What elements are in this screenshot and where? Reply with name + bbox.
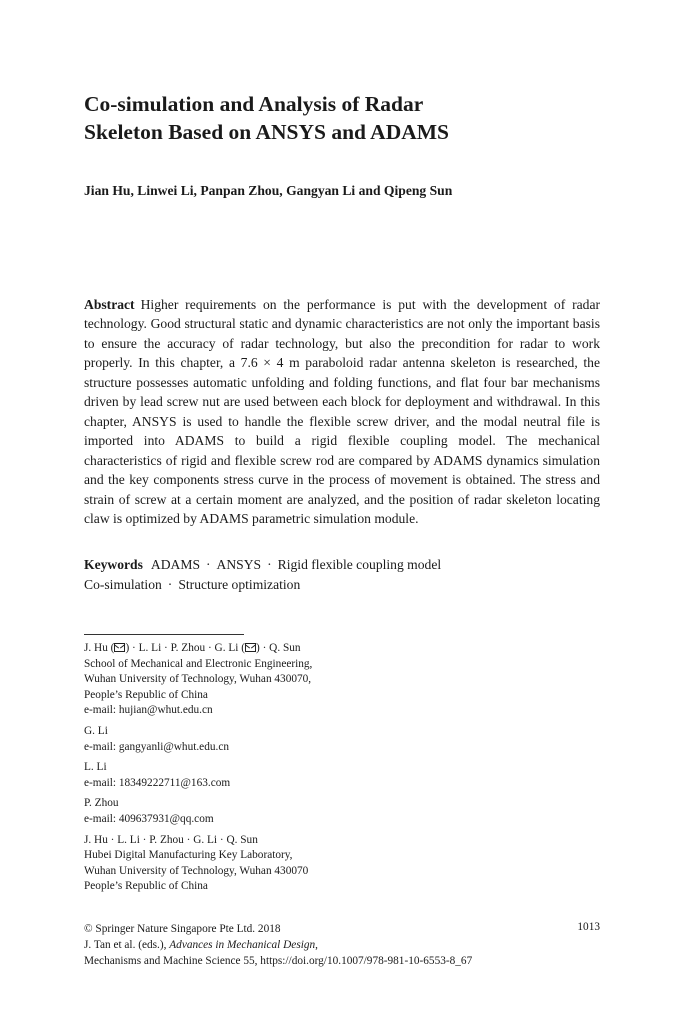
affiliation-block-gli xyxy=(84,724,484,755)
affiliations xyxy=(84,641,484,900)
lab-university: Wuhan University of Technology, Wuhan 430070 xyxy=(84,864,309,877)
affiliation-authors: J. Hu ( ) · L. Li · P. Zhou · G. Li ( ) · Q. Sun xyxy=(84,642,301,654)
lab-name: Hubei Digital Manufacturing Key Laboratory, xyxy=(84,849,293,862)
affiliation-university: Wuhan University of Technology, Wuhan 430070, xyxy=(84,673,312,686)
citation-editors: J. Tan et al. (eds.), Advances in Mechanical Design, xyxy=(84,939,318,951)
title-line-1: Co-simulation and Analysis of Radar xyxy=(84,92,424,116)
keyword: Rigid flexible coupling model xyxy=(277,557,442,572)
keyword-separator: · xyxy=(267,557,272,572)
envelope-icon xyxy=(114,643,125,652)
keywords xyxy=(84,555,600,594)
keywords-label: Keywords xyxy=(84,557,143,572)
email-pzhou: e-mail: 409637931@qq.com xyxy=(84,812,214,825)
lab-authors: J. Hu · L. Li · P. Zhou · G. Li · Q. Sun xyxy=(84,833,258,846)
book-title: Advances in Mechanical Design xyxy=(169,939,316,951)
keyword: ADAMS xyxy=(150,557,201,572)
keyword: Co-simulation xyxy=(84,576,162,592)
email-lli: e-mail: 18349222711@163.com xyxy=(84,776,231,789)
affiliation-block-lli xyxy=(84,760,484,791)
affiliation-block-pzhou xyxy=(84,796,484,827)
author-name: P. Zhou xyxy=(84,797,119,810)
keywords-line-1 xyxy=(84,555,600,575)
title-line-2: Skeleton Based on ANSYS and ADAMS xyxy=(84,120,449,144)
footnote-rule xyxy=(84,634,244,635)
abstract-label: Abstract xyxy=(84,297,135,312)
copyright: © Springer Nature Singapore Pte Ltd. 2018 xyxy=(84,923,281,935)
lab-country: People’s Republic of China xyxy=(84,880,208,893)
envelope-icon xyxy=(245,643,256,652)
keyword-separator: · xyxy=(167,576,173,592)
author-name: L. Li xyxy=(84,761,107,774)
page-number: 1013 xyxy=(577,921,600,933)
email-hu: e-mail: hujian@whut.edu.cn xyxy=(84,704,213,717)
author-list: Jian Hu, Linwei Li, Panpan Zhou, Gangyan Li and Qipeng Sun xyxy=(84,183,453,198)
paper-title xyxy=(84,90,604,146)
citation-series: Mechanisms and Machine Science 55, https://doi.org/10.1007/978-981-10-6553-8_67 xyxy=(84,955,473,967)
affiliation-country: People’s Republic of China xyxy=(84,688,208,701)
keyword: Structure optimization xyxy=(178,576,301,592)
author-name: G. Li xyxy=(84,724,108,737)
abstract xyxy=(84,295,600,528)
affiliation-block-lab xyxy=(84,833,484,895)
keywords-line-2 xyxy=(84,575,600,595)
abstract-text: Higher requirements on the performance is put with the development of radar technology. Good structural static and dynamic characteristics are not only the important basis to ensure the accuracy of radar technology, but also the precondition for radar to work properly. In this chapter, a 7.6 × 4 m paraboloid radar antenna skeleton is researched, the structure possesses automatic unfolding and folding functions, and flat four bar mechanisms driven by lead screw nut are used between each block for deployment and withdrawal. In this chapter, ANSYS is used to handle the flexible screw driver, and the modal neutral file is imported into ADAMS to build a rigid flexible coupling model. The mechanical characteristics of rigid and flexible screw rod are compared by ADAMS dynamics simulation and the key components stress curve in the process of movement is obtained. The stress and strain of screw at a certain moment are analyzed, and the position of radar skeleton locating claw is optimized by ADAMS parametric simulation module. xyxy=(84,297,600,526)
affiliation-school: School of Mechanical and Electronic Engineering, xyxy=(84,657,313,670)
keyword-separator: · xyxy=(206,557,211,572)
page-footer xyxy=(84,921,600,969)
keyword: ANSYS xyxy=(216,557,262,572)
email-gli: e-mail: gangyanli@whut.edu.cn xyxy=(84,740,229,753)
affiliation-block-main xyxy=(84,641,484,719)
